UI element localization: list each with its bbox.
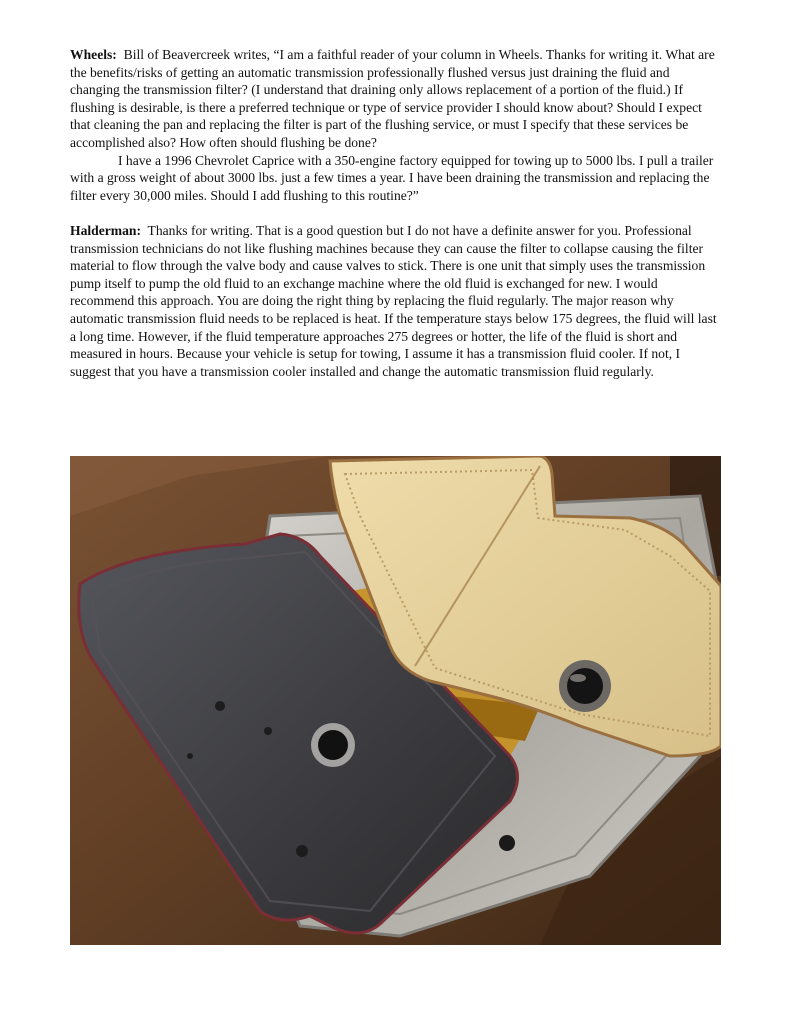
answer-paragraph [70, 222, 722, 380]
letter-paragraph [70, 46, 722, 152]
speaker-wheels: Wheels: [70, 47, 117, 62]
speaker-halderman: Halderman: [70, 222, 141, 238]
article-text [70, 46, 722, 380]
pan-bolt-hole [499, 835, 515, 851]
transmission-filter-photo [70, 456, 721, 945]
letter-body-2: I have a 1996 Chevrolet Caprice with a 350-engine factory equipped for towing up to 5000 lbs. I pull a trailer with a gross weight of about 3000 lbs. just a few times a year. I have been draining the transmission and replacing the filter every 30,000 miles. Should I add flushing to this routine?” [70, 152, 714, 203]
letter-paragraph-2 [70, 152, 722, 205]
photo-illustration [70, 456, 721, 945]
paragraph-gap [70, 204, 722, 222]
answer-body: Thanks for writing. That is a good question but I do not have a definite answer for you. Professional transmission technicians do not like flushing machines because they can cause the filter to collapse causing the filter material to flow through the valve body and cause valves to stick. There is one unit that simply uses the transmission pump itself to pump the old fluid to an exchange machine where the old fluid is exchanged for new. I would recommend this approach. You are doing the right thing by replacing the fluid regularly. The major reason why automatic transmission fluid needs to be replaced is heat. If the temperature stays below 175 degrees, the fluid will last a long time. However, if the fluid temperature approaches 275 degrees or hotter, the life of the fluid is short and measured in hours. Because your vehicle is setup for towing, I assume it has a transmission fluid cooler. If not, I suggest that you have a transmission cooler installed and change the automatic transmission fluid regularly. [70, 222, 717, 379]
clean-filter-hole [567, 668, 603, 704]
dirty-filter-hole [318, 730, 348, 760]
letter-body: Bill of Beavercreek writes, “I am a faithful reader of your column in Wheels. Thanks for writing it. What are the benefits/risks of getting an automatic transmission professionally flushed versus just draining the fluid and changing the transmission filter? (I understand that draining only allows replacement of a portion of the fluid.) If flushing is desirable, is there a preferred technique or type of service provider I should know about? Should I expect that cleaning the pan and replacing the filter is part of the flushing service, or must I specify that these services be accomplished also? How often should flushing be done? [70, 47, 715, 150]
